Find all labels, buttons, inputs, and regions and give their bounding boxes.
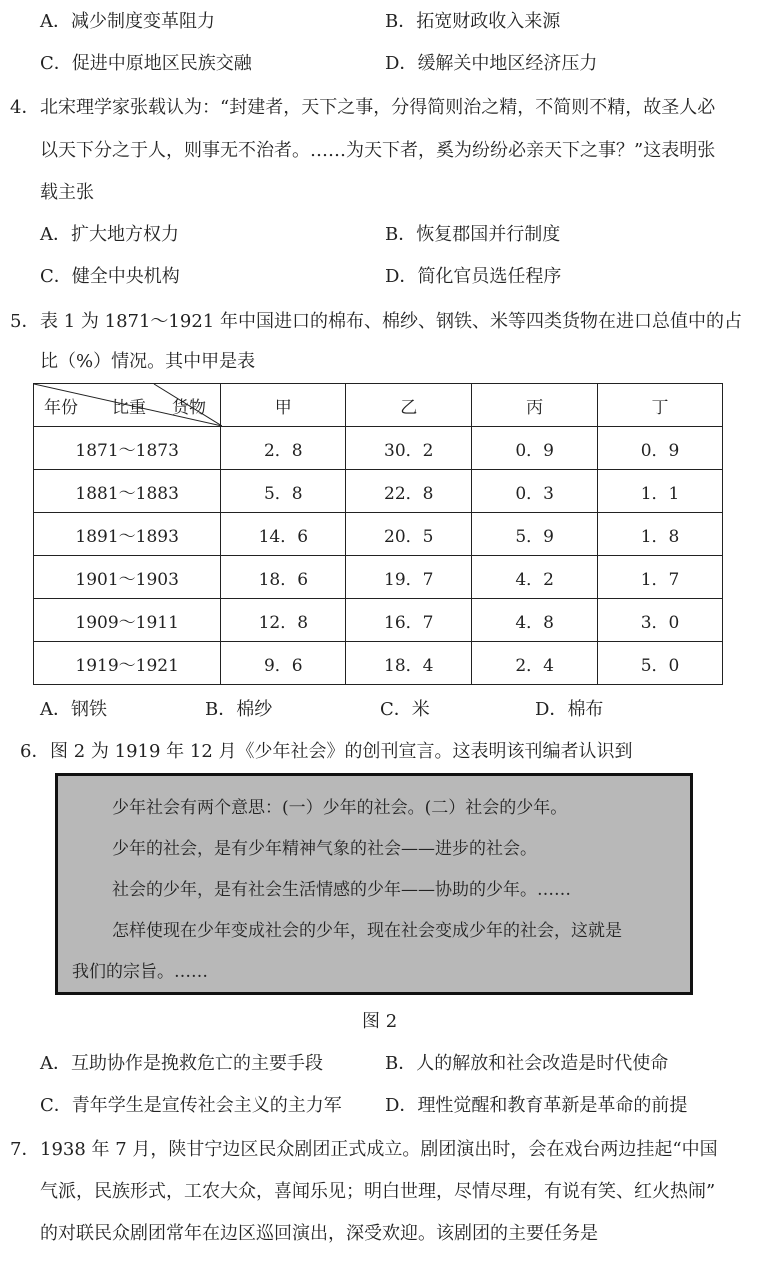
value-cell: 30．2 <box>346 427 472 470</box>
col-header-yi: 乙 <box>346 384 472 427</box>
value-cell: 0．3 <box>472 470 598 513</box>
q7-stem-line2: 气派，民族形式，工农大众，喜闻乐见；明白世理，尽情尽理，有说有笑、红火热闹” <box>40 1181 716 1202</box>
value-cell: 1．1 <box>598 470 723 513</box>
col-header-bing: 丙 <box>472 384 598 427</box>
q6-number: 6． <box>20 741 50 762</box>
q6-option-d: D．理性觉醒和教育革新是革命的前提 <box>385 1095 688 1116</box>
quote-line: 少年社会有两个意思：(一）少年的社会。(二）社会的少年。 <box>112 798 568 818</box>
q4-option-d: D．简化官员选任程序 <box>385 266 562 287</box>
value-cell: 0．9 <box>598 427 723 470</box>
quote-line: 我们的宗旨。…… <box>72 962 208 982</box>
corner-label-goods: 货物 <box>172 398 206 418</box>
q6-option-b: B．人的解放和社会改造是时代使命 <box>385 1053 669 1074</box>
q5-stem-line1: 表 1 为 1871～1921 年中国进口的棉布、棉纱、钢铁、米等四类货物在进口总值中的占 <box>40 311 742 332</box>
col-header-ding: 丁 <box>598 384 723 427</box>
value-cell: 18．4 <box>346 642 472 685</box>
table-row <box>34 556 723 599</box>
q7-stem-line3: 的对联民众剧团常年在边区巡回演出，深受欢迎。该剧团的主要任务是 <box>40 1223 598 1244</box>
q4-stem-line2: 以天下分之于人，则事无不治者。……为天下者，奚为纷纷必亲天下之事？”这表明张 <box>40 140 716 161</box>
q4-option-c: C．健全中央机构 <box>40 266 180 287</box>
value-cell: 5．8 <box>221 470 346 513</box>
value-cell: 20．5 <box>346 513 472 556</box>
period-cell: 1891～1893 <box>34 513 221 556</box>
q4-option-b: B．恢复郡国并行制度 <box>385 224 561 245</box>
figure-caption: 图 2 <box>362 1011 398 1032</box>
q5-stem-line2: 比（%）情况。其中甲是表 <box>40 351 256 372</box>
table-header-row <box>34 384 723 427</box>
manifesto-quote-box <box>55 773 693 995</box>
q5-option-c: C．米 <box>380 699 430 720</box>
value-cell: 0．9 <box>472 427 598 470</box>
period-cell: 1901～1903 <box>34 556 221 599</box>
q3-option-c: C．促进中原地区民族交融 <box>40 53 252 74</box>
q7-stem-line1: 1938 年 7 月，陕甘宁边区民众剧团正式成立。剧团演出时，会在戏台两边挂起“中国 <box>40 1139 718 1160</box>
value-cell: 5．0 <box>598 642 723 685</box>
period-cell: 1919～1921 <box>34 642 221 685</box>
q6-option-a: A．互助协作是挽救危亡的主要手段 <box>40 1053 323 1074</box>
q7-number: 7． <box>10 1139 40 1160</box>
value-cell: 16．7 <box>346 599 472 642</box>
corner-label-ratio: 比重 <box>112 398 146 418</box>
import-ratio-table <box>33 383 723 685</box>
value-cell: 4．8 <box>472 599 598 642</box>
q4-number: 4． <box>10 97 40 118</box>
q5-option-d: D．棉布 <box>535 699 604 720</box>
table-row <box>34 599 723 642</box>
value-cell: 12．8 <box>221 599 346 642</box>
value-cell: 2．4 <box>472 642 598 685</box>
q6-stem-line1: 图 2 为 1919 年 12 月《少年社会》的创刊宣言。这表明该刊编者认识到 <box>50 741 633 762</box>
col-header-jia: 甲 <box>221 384 346 427</box>
quote-line: 少年的社会，是有少年精神气象的社会——进步的社会。 <box>112 839 537 859</box>
q3-option-b: B．拓宽财政收入来源 <box>385 11 561 32</box>
table-row <box>34 513 723 556</box>
q4-stem-line1: 北宋理学家张载认为：“封建者，天下之事，分得简则治之精，不简则不精，故圣人必 <box>40 97 716 118</box>
q4-stem-line3: 载主张 <box>40 182 94 203</box>
value-cell: 19．7 <box>346 556 472 599</box>
value-cell: 2．8 <box>221 427 346 470</box>
q5-option-a: A．钢铁 <box>40 699 107 720</box>
period-cell: 1909～1911 <box>34 599 221 642</box>
table-row <box>34 470 723 513</box>
table-corner-cell <box>34 384 221 427</box>
corner-label-year: 年份 <box>44 398 78 418</box>
value-cell: 4．2 <box>472 556 598 599</box>
value-cell: 5．9 <box>472 513 598 556</box>
value-cell: 14．6 <box>221 513 346 556</box>
value-cell: 9．6 <box>221 642 346 685</box>
q6-option-c: C．青年学生是宣传社会主义的主力军 <box>40 1095 342 1116</box>
table-row <box>34 642 723 685</box>
value-cell: 1．7 <box>598 556 723 599</box>
period-cell: 1871～1873 <box>34 427 221 470</box>
q5-number: 5． <box>10 311 40 332</box>
quote-line: 社会的少年，是有社会生活情感的少年——协助的少年。…… <box>112 880 571 900</box>
value-cell: 1．8 <box>598 513 723 556</box>
q4-option-a: A．扩大地方权力 <box>40 224 179 245</box>
value-cell: 18．6 <box>221 556 346 599</box>
value-cell: 3．0 <box>598 599 723 642</box>
q5-option-b: B．棉纱 <box>205 699 273 720</box>
value-cell: 22．8 <box>346 470 472 513</box>
quote-line: 怎样使现在少年变成社会的少年，现在社会变成少年的社会，这就是 <box>112 921 622 941</box>
q3-option-a: A．减少制度变革阻力 <box>40 11 215 32</box>
table-row <box>34 427 723 470</box>
period-cell: 1881～1883 <box>34 470 221 513</box>
q3-option-d: D．缓解关中地区经济压力 <box>385 53 598 74</box>
